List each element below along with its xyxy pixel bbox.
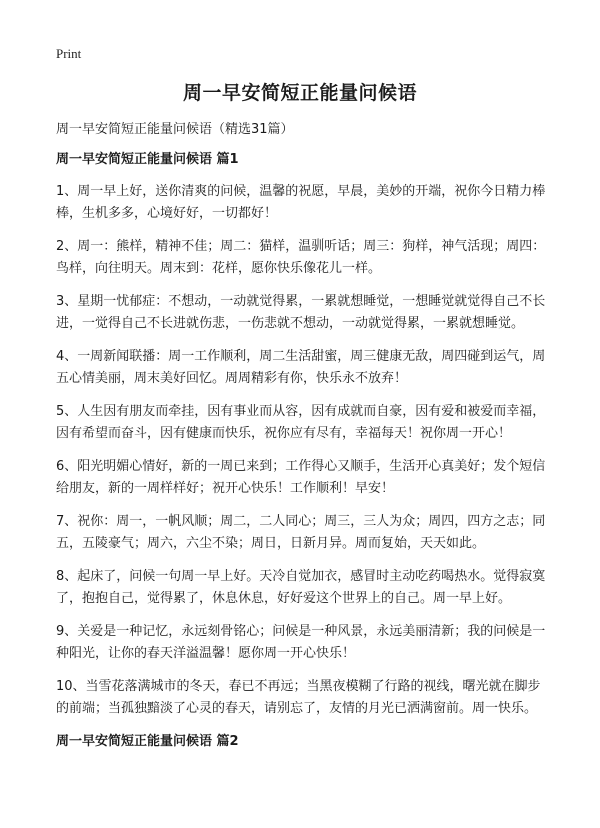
paragraph-6: 6、阳光明媚心情好，新的一周已来到；工作得心又顺手，生活开心真美好；发个短信给朋友，新的一周样样好；祝开心快乐！工作顺利！早安！: [56, 459, 546, 496]
document-body: [56, 121, 548, 763]
paragraph-5: 5、人生因有朋友而牵挂，因有事业而从容，因有成就而自豪，因有爱和被爱而幸福，因有希望而奋斗，因有健康而快乐，祝你应有尽有，幸福每天！祝你周一开心！: [56, 404, 546, 441]
paragraph-10: 10、当雪花落满城市的冬天，春已不再远；当黑夜模糊了行路的视线，曙光就在脚步的前端；当孤独黯淡了心灵的春天，请别忘了，友情的月光已洒满窗前。周一快乐。: [56, 679, 541, 716]
paragraph-9: 9、关爱是一种记忆，永远刻骨铭心；问候是一种风景，永远美丽清新；我的问候是一种阳光，让你的春天洋溢温馨！愿你周一开心快乐！: [56, 624, 546, 661]
page-title: 周一早安简短正能量问候语: [182, 82, 417, 104]
paragraph-1: 1、周一早上好，送你清爽的问候，温馨的祝愿，早晨，美妙的开端，祝你今日精力棒棒，生机多多，心境好好，一切都好！: [56, 184, 546, 221]
paragraph-4: 4、一周新闻联播：周一工作顺利，周二生活甜蜜，周三健康无敌，周四碰到运气，周五心情美丽，周末美好回忆。周周精彩有你，快乐永不放弃！: [56, 349, 546, 386]
section-heading-1: 周一早安简短正能量问候语 篇1: [56, 152, 239, 167]
document-subtitle: 周一早安简短正能量问候语（精选31篇）: [56, 122, 294, 137]
section-heading-2: 周一早安简短正能量问候语 篇2: [56, 734, 239, 749]
paragraph-7: 7、祝你：周一，一帆风顺；周二，二人同心；周三，三人为众；周四，四方之志；同五，五陵豪气；周六，六尘不染；周日，日新月异。周而复始，天天如此。: [56, 514, 546, 551]
paragraph-2: 2、周一：熊样，精神不佳；周二：猫样，温驯听话；周三：狗样，神气活现；周四：鸟样，向往明天。周末到：花样，愿你快乐像花儿一样。: [56, 239, 546, 276]
print-link[interactable]: Print: [56, 46, 82, 61]
paragraph-8: 8、起床了，问候一句周一早上好。天冷自觉加衣，感冒时主动吃药喝热水。觉得寂寞了，抱抱自己，觉得累了，休息休息，好好爱这个世界上的自己。周一早上好。: [56, 569, 546, 606]
paragraph-3: 3、星期一忧郁症：不想动，一动就觉得累，一累就想睡觉，一想睡觉就觉得自己不长进，一觉得自己不长进就伤悲，一伤悲就不想动，一动就觉得累，一累就想睡觉。: [56, 294, 546, 331]
